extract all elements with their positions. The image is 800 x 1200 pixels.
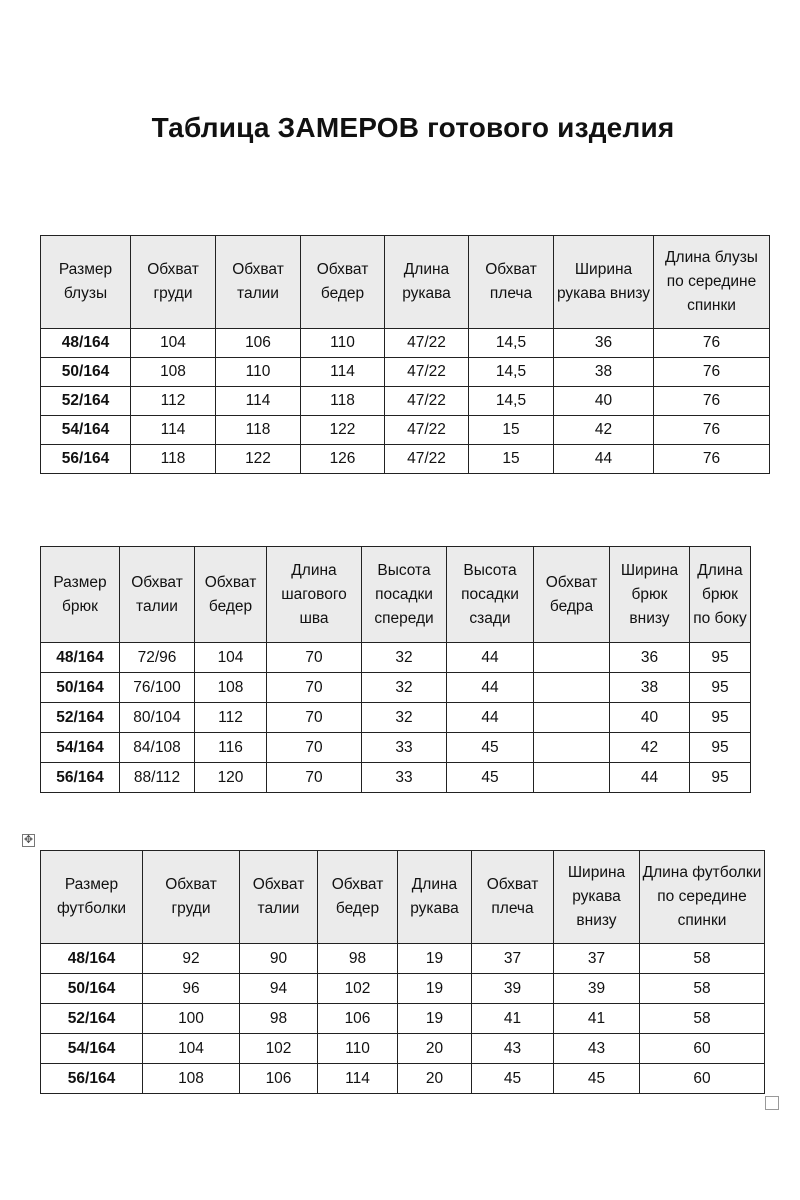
header-cell: Обхват плеча — [472, 851, 554, 944]
table-cell: 39 — [554, 974, 640, 1004]
table-cell: 104 — [195, 643, 267, 673]
table-cell: 112 — [195, 703, 267, 733]
size-cell: 56/164 — [41, 445, 131, 474]
header-cell: Ширина рукава внизу — [554, 851, 640, 944]
header-cell: Размер блузы — [41, 236, 131, 329]
table-cell: 44 — [447, 673, 534, 703]
size-cell: 50/164 — [41, 358, 131, 387]
table-cell: 118 — [131, 445, 216, 474]
table-cell: 114 — [318, 1064, 398, 1094]
table-row — [41, 358, 770, 387]
header-cell: Обхват плеча — [469, 236, 554, 329]
table-cell: 116 — [195, 733, 267, 763]
header-cell: Размер брюк — [41, 547, 120, 643]
table-cell: 108 — [143, 1064, 240, 1094]
table-cell — [534, 673, 610, 703]
table-cell: 80/104 — [120, 703, 195, 733]
size-cell: 52/164 — [41, 387, 131, 416]
table-cell: 41 — [472, 1004, 554, 1034]
table-cell: 19 — [398, 974, 472, 1004]
blouse-header-row — [41, 236, 770, 329]
table-cell: 33 — [362, 763, 447, 793]
table-cell: 42 — [554, 416, 654, 445]
table-cell: 39 — [472, 974, 554, 1004]
header-cell: Длина футболки по середине спинки — [640, 851, 765, 944]
table-cell: 70 — [267, 763, 362, 793]
table-cell: 114 — [301, 358, 385, 387]
table-cell: 58 — [640, 944, 765, 974]
table-cell: 43 — [554, 1034, 640, 1064]
table-row — [41, 416, 770, 445]
table-cell: 110 — [301, 329, 385, 358]
table-cell: 42 — [610, 733, 690, 763]
table-cell: 122 — [216, 445, 301, 474]
table-cell: 44 — [447, 643, 534, 673]
header-cell: Обхват талии — [216, 236, 301, 329]
table-cell: 114 — [131, 416, 216, 445]
trousers-header-row — [41, 547, 751, 643]
table-cell: 95 — [690, 733, 751, 763]
header-cell: Обхват бедра — [534, 547, 610, 643]
table-cell — [534, 763, 610, 793]
table-cell: 76 — [654, 416, 770, 445]
table-cell: 47/22 — [385, 387, 469, 416]
table-cell: 76/100 — [120, 673, 195, 703]
table-cell: 40 — [554, 387, 654, 416]
table-cell: 60 — [640, 1064, 765, 1094]
table-cell: 60 — [640, 1034, 765, 1064]
table-cell: 43 — [472, 1034, 554, 1064]
table-cell: 36 — [554, 329, 654, 358]
table-cell: 76 — [654, 329, 770, 358]
table-cell: 19 — [398, 1004, 472, 1034]
table-cell: 100 — [143, 1004, 240, 1034]
header-cell: Обхват бедер — [318, 851, 398, 944]
table-cell: 47/22 — [385, 416, 469, 445]
table-cell: 38 — [554, 358, 654, 387]
header-cell: Длина рукава — [398, 851, 472, 944]
table-row — [41, 445, 770, 474]
table-cell: 76 — [654, 387, 770, 416]
table-cell: 19 — [398, 944, 472, 974]
table-cell: 37 — [554, 944, 640, 974]
table-row — [41, 329, 770, 358]
table-cell: 15 — [469, 416, 554, 445]
table-cell: 120 — [195, 763, 267, 793]
table-cell: 76 — [654, 358, 770, 387]
table-cell: 33 — [362, 733, 447, 763]
size-cell: 48/164 — [41, 643, 120, 673]
table-cell: 44 — [610, 763, 690, 793]
table-cell — [534, 733, 610, 763]
table-cell: 37 — [472, 944, 554, 974]
table-cell: 122 — [301, 416, 385, 445]
table-cell: 38 — [610, 673, 690, 703]
table-cell: 47/22 — [385, 358, 469, 387]
table-cell: 102 — [240, 1034, 318, 1064]
size-cell: 48/164 — [41, 329, 131, 358]
size-cell: 50/164 — [41, 673, 120, 703]
table-cell: 70 — [267, 643, 362, 673]
table-row — [41, 974, 765, 1004]
table-end-marker-icon — [765, 1096, 779, 1110]
tshirt-header-row — [41, 851, 765, 944]
header-cell: Обхват груди — [131, 236, 216, 329]
table-row — [41, 733, 751, 763]
table-cell: 108 — [131, 358, 216, 387]
tshirt-measurements-table — [40, 850, 765, 1094]
header-cell: Длина брюк по боку — [690, 547, 751, 643]
table-cell: 32 — [362, 703, 447, 733]
table-cell: 118 — [216, 416, 301, 445]
table-row — [41, 763, 751, 793]
table-cell: 32 — [362, 673, 447, 703]
size-cell: 50/164 — [41, 974, 143, 1004]
table-cell: 32 — [362, 643, 447, 673]
blouse-measurements-table — [40, 235, 770, 474]
table-cell: 70 — [267, 703, 362, 733]
table-cell: 102 — [318, 974, 398, 1004]
header-cell: Обхват бедер — [301, 236, 385, 329]
table-cell: 114 — [216, 387, 301, 416]
table-cell: 40 — [610, 703, 690, 733]
table-cell: 118 — [301, 387, 385, 416]
table-cell: 110 — [216, 358, 301, 387]
table-cell: 14,5 — [469, 358, 554, 387]
size-cell: 54/164 — [41, 733, 120, 763]
table-cell: 110 — [318, 1034, 398, 1064]
size-cell: 52/164 — [41, 703, 120, 733]
table-cell: 104 — [143, 1034, 240, 1064]
table-cell: 95 — [690, 703, 751, 733]
table-cell: 20 — [398, 1034, 472, 1064]
table-cell: 70 — [267, 673, 362, 703]
table-cell: 44 — [554, 445, 654, 474]
table-cell: 47/22 — [385, 445, 469, 474]
table-cell: 72/96 — [120, 643, 195, 673]
table-cell: 84/108 — [120, 733, 195, 763]
table-cell: 95 — [690, 643, 751, 673]
header-cell: Ширина рукава внизу — [554, 236, 654, 329]
table-cell: 41 — [554, 1004, 640, 1034]
table-cell: 44 — [447, 703, 534, 733]
header-cell: Обхват талии — [120, 547, 195, 643]
table-cell: 94 — [240, 974, 318, 1004]
table-cell: 98 — [318, 944, 398, 974]
size-cell: 54/164 — [41, 1034, 143, 1064]
table-cell: 45 — [554, 1064, 640, 1094]
size-cell: 56/164 — [41, 763, 120, 793]
page-title: Таблица ЗАМЕРОВ готового изделия — [151, 112, 675, 143]
header-cell: Длина блузы по середине спинки — [654, 236, 770, 329]
header-cell: Высота посадки спереди — [362, 547, 447, 643]
table-cell: 108 — [195, 673, 267, 703]
table-cell: 112 — [131, 387, 216, 416]
table-cell: 88/112 — [120, 763, 195, 793]
header-cell: Длина рукава — [385, 236, 469, 329]
table-cell: 95 — [690, 763, 751, 793]
size-cell: 52/164 — [41, 1004, 143, 1034]
table-row — [41, 1004, 765, 1034]
size-cell: 48/164 — [41, 944, 143, 974]
move-arrows-icon[interactable]: ✥ — [23, 834, 34, 846]
table-cell: 90 — [240, 944, 318, 974]
table-row — [41, 673, 751, 703]
table-cell: 106 — [240, 1064, 318, 1094]
table-cell: 104 — [131, 329, 216, 358]
table-cell: 106 — [216, 329, 301, 358]
table-cell — [534, 643, 610, 673]
size-cell: 56/164 — [41, 1064, 143, 1094]
header-cell: Длина шагового шва — [267, 547, 362, 643]
table-cell: 92 — [143, 944, 240, 974]
table-cell: 15 — [469, 445, 554, 474]
table-row — [41, 1034, 765, 1064]
table-cell: 14,5 — [469, 329, 554, 358]
table-cell: 96 — [143, 974, 240, 1004]
table-row — [41, 643, 751, 673]
table-row — [41, 944, 765, 974]
table-cell: 45 — [447, 763, 534, 793]
table-cell: 95 — [690, 673, 751, 703]
table-cell: 76 — [654, 445, 770, 474]
table-cell: 106 — [318, 1004, 398, 1034]
table-cell: 36 — [610, 643, 690, 673]
header-cell: Размер футболки — [41, 851, 143, 944]
table-cell: 98 — [240, 1004, 318, 1034]
table-cell: 20 — [398, 1064, 472, 1094]
table-cell — [534, 703, 610, 733]
table-row — [41, 387, 770, 416]
table-cell: 47/22 — [385, 329, 469, 358]
header-cell: Обхват талии — [240, 851, 318, 944]
table-row — [41, 703, 751, 733]
table-cell: 70 — [267, 733, 362, 763]
table-cell: 14,5 — [469, 387, 554, 416]
table-row — [41, 1064, 765, 1094]
table-cell: 126 — [301, 445, 385, 474]
header-cell: Ширина брюк внизу — [610, 547, 690, 643]
table-cell: 58 — [640, 974, 765, 1004]
size-cell: 54/164 — [41, 416, 131, 445]
trousers-measurements-table — [40, 546, 751, 793]
header-cell: Высота посадки сзади — [447, 547, 534, 643]
table-cell: 45 — [447, 733, 534, 763]
header-cell: Обхват груди — [143, 851, 240, 944]
table-cell: 45 — [472, 1064, 554, 1094]
table-cell: 58 — [640, 1004, 765, 1034]
header-cell: Обхват бедер — [195, 547, 267, 643]
